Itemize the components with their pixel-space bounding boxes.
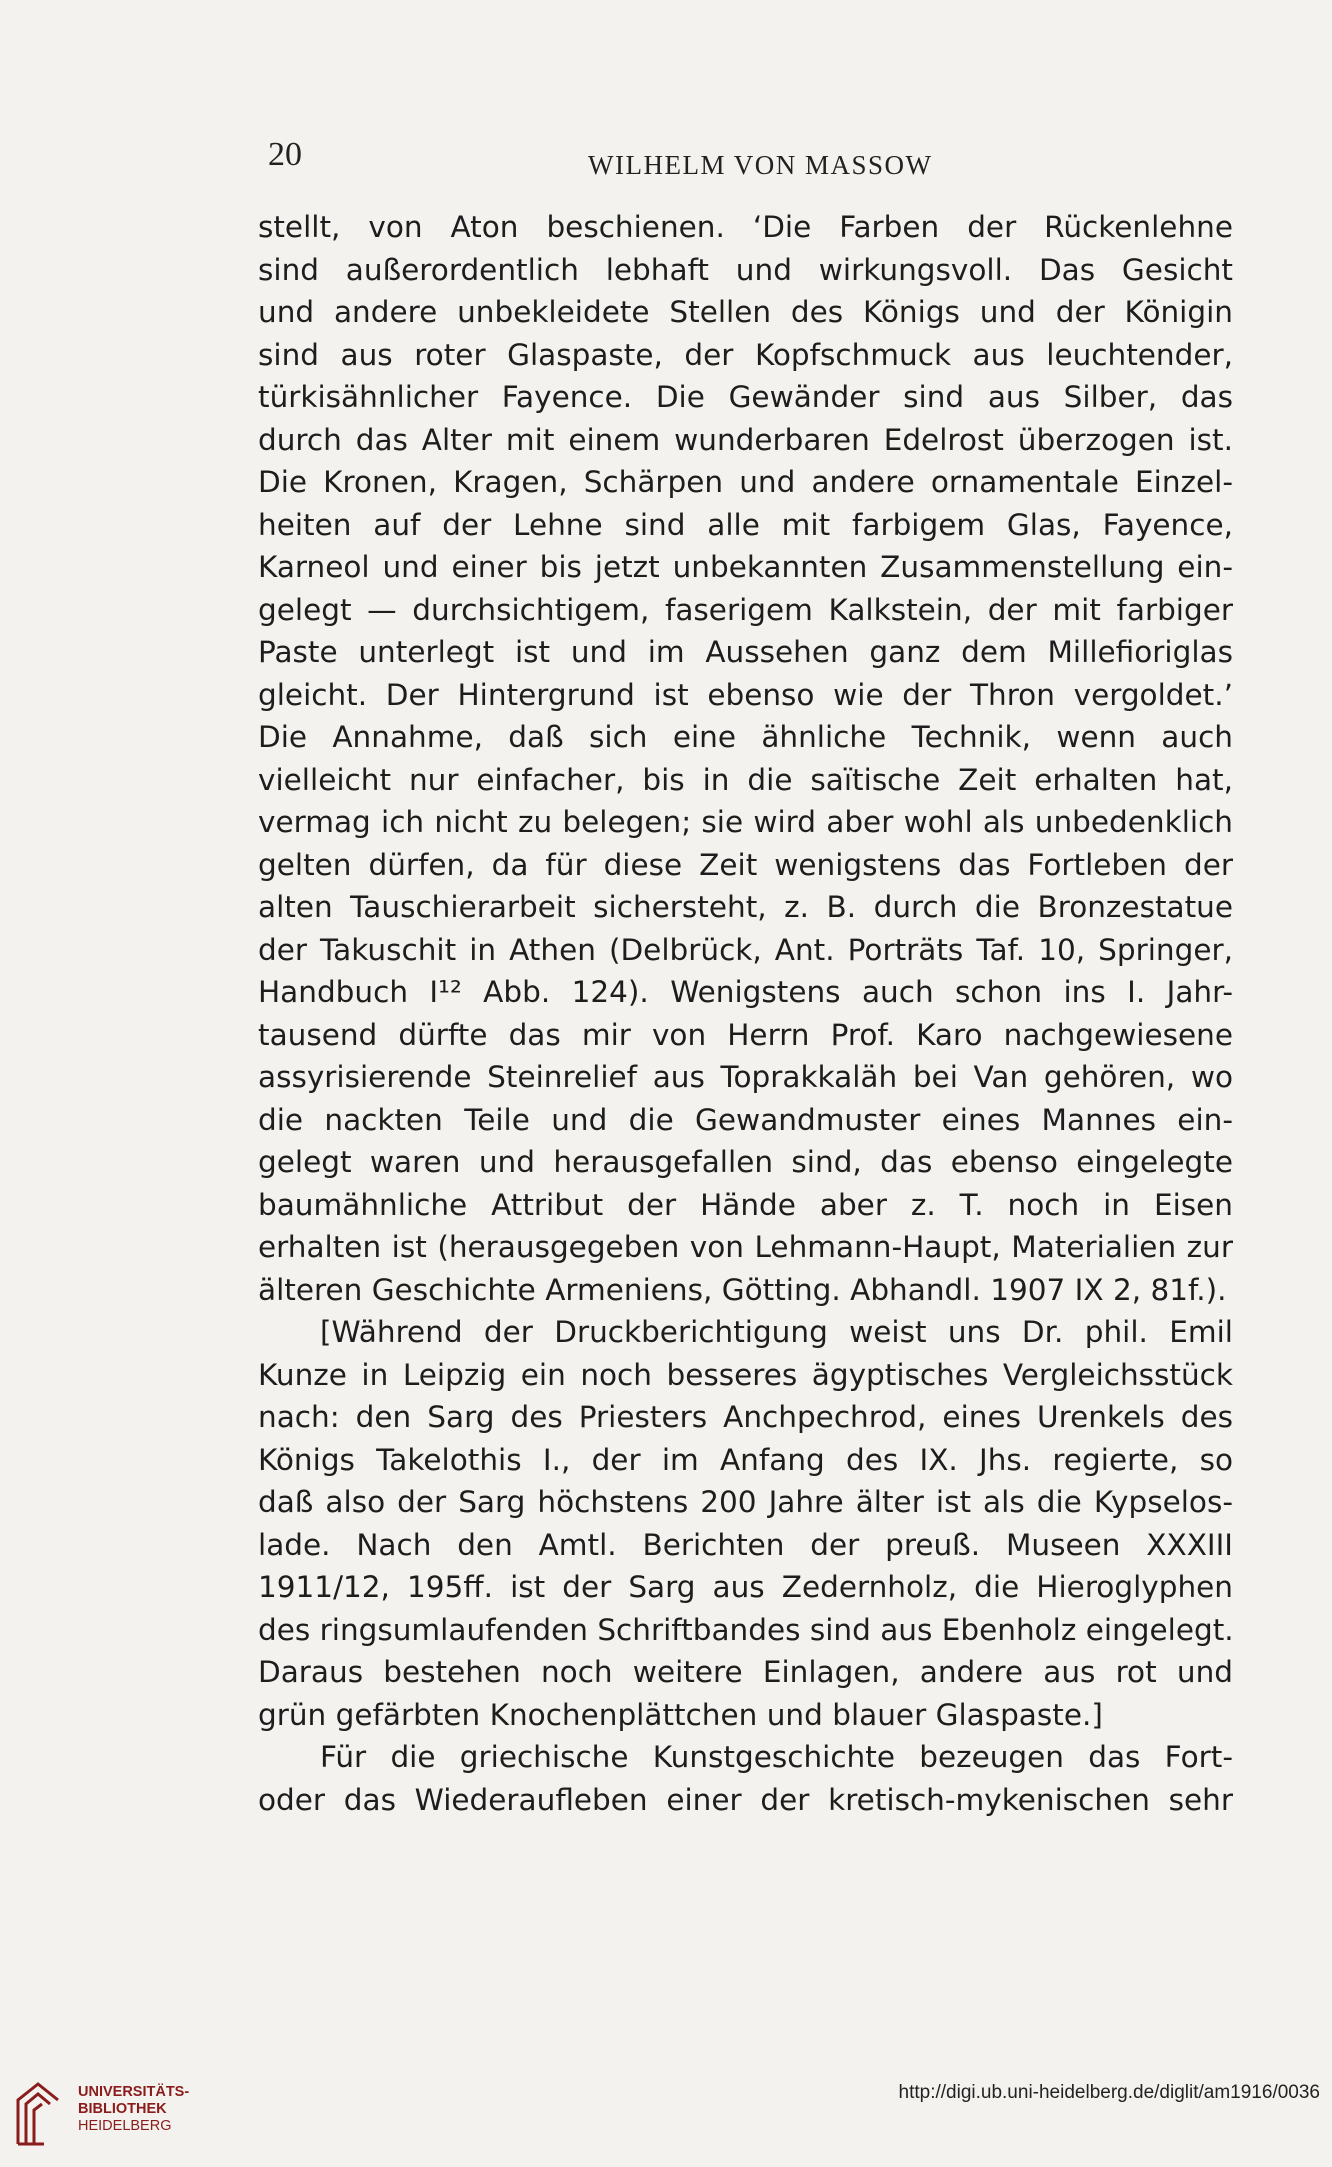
text-line: der Takuschit in Athen (Delbrück, Ant. Porträts Taf. 10, Springer, xyxy=(258,932,1233,967)
text-line: [Während der Druckberichtigung weist uns Dr. phil. Emil xyxy=(320,1315,1233,1349)
text-line: Handbuch I¹² Abb. 124). Wenigstens auch schon ins I. Jahr- xyxy=(258,975,1233,1009)
text-line: sind aus roter Glaspaste, der Kopfschmuck aus leuchtender, xyxy=(258,337,1233,372)
text-line: nach: den Sarg des Priesters Anchpechrod, eines Urenkels des xyxy=(258,1400,1233,1434)
text-line: Die Annahme, daß sich eine ähnliche Technik, wenn auch xyxy=(258,720,1233,754)
running-head: WILHELM VON MASSOW xyxy=(588,150,933,180)
text-line: oder das Wiederaufleben einer der kretisch-mykenischen sehr xyxy=(258,1782,1233,1817)
text-line: tausend dürfte das mir von Herrn Prof. Karo nachgewiesene xyxy=(258,1017,1233,1052)
text-line: erhalten ist (herausgegeben von Lehmann-Haupt, Materialien zur xyxy=(258,1230,1233,1264)
text-line: Karneol und einer bis jetzt unbekannten Zusammenstellung ein- xyxy=(258,550,1233,584)
text-line: Für die griechische Kunstgeschichte bezeugen das Fort- xyxy=(320,1740,1233,1774)
library-logo-icon xyxy=(14,2078,64,2148)
text-line: 1911/12, 195ff. ist der Sarg aus Zedernholz, die Hieroglyphen xyxy=(258,1570,1233,1604)
text-line: lade. Nach den Amtl. Berichten der preuß. Museen XXXIII xyxy=(258,1527,1233,1562)
text-line: gelten dürfen, da für diese Zeit wenigstens das Fortleben der xyxy=(258,847,1233,882)
footer xyxy=(0,2070,1332,2167)
text-line: und andere unbekleidete Stellen des Königs und der Königin xyxy=(258,295,1233,329)
text-line: türkisähnlicher Fayence. Die Gewänder sind aus Silber, das xyxy=(258,380,1233,414)
text-line: stellt, von Aton beschienen. ‘Die Farben der Rückenlehne xyxy=(258,210,1233,244)
text-line: Kunze in Leipzig ein noch besseres ägyptisches Vergleichsstück xyxy=(258,1357,1233,1392)
text-line: gelegt — durchsichtigem, faserigem Kalkstein, der mit farbiger xyxy=(258,592,1233,627)
library-name-line: BIBLIOTHEK xyxy=(78,2101,167,2117)
text-line: des ringsumlaufenden Schriftbandes sind aus Ebenholz eingelegt. xyxy=(258,1612,1234,1647)
library-name-line: HEIDELBERG xyxy=(78,2118,172,2134)
text-line: gelegt waren und herausgefallen sind, das ebenso eingelegte xyxy=(258,1145,1233,1179)
text-line: daß also der Sarg höchstens 200 Jahre älter ist als die Kypselos- xyxy=(258,1485,1233,1519)
text-line: baumähnliche Attribut der Hände aber z. T. noch in Eisen xyxy=(258,1187,1233,1222)
text-line: vermag ich nicht zu belegen; sie wird aber wohl als unbedenklich xyxy=(258,805,1233,839)
text-line: assyrisierende Steinrelief aus Toprakkaläh bei Van gehören, wo xyxy=(258,1060,1233,1094)
text-line: Daraus bestehen noch weitere Einlagen, andere aus rot und xyxy=(258,1655,1233,1689)
text-line: heiten auf der Lehne sind alle mit farbigem Glas, Fayence, xyxy=(258,507,1233,542)
page-number: 20 xyxy=(268,136,302,173)
text-line: Die Kronen, Kragen, Schärpen und andere ornamentale Einzel- xyxy=(258,465,1233,499)
text-line: Königs Takelothis I., der im Anfang des IX. Jhs. regierte, so xyxy=(258,1442,1233,1477)
body-text xyxy=(258,206,1233,1821)
text-line: grün gefärbten Knochenplättchen und blauer Glaspaste.] xyxy=(258,1697,1103,1732)
text-line: sind außerordentlich lebhaft und wirkungsvoll. Das Gesicht xyxy=(258,252,1233,287)
text-line: gleicht. Der Hintergrund ist ebenso wie der Thron vergoldet.’ xyxy=(258,677,1233,712)
text-line: die nackten Teile und die Gewandmuster eines Mannes ein- xyxy=(258,1102,1233,1137)
text-line: durch das Alter mit einem wunderbaren Edelrost überzogen ist. xyxy=(258,422,1233,457)
library-name xyxy=(78,2084,189,2135)
text-line: vielleicht nur einfacher, bis in die saïtische Zeit erhalten hat, xyxy=(258,762,1233,797)
library-name-line: UNIVERSITÄTS- xyxy=(78,2084,190,2100)
text-line: älteren Geschichte Armeniens, Götting. Abhandl. 1907 IX 2, 81f.). xyxy=(258,1272,1227,1307)
text-line: Paste unterlegt ist und im Aussehen ganz dem Millefioriglas xyxy=(258,635,1233,669)
text-line: alten Tauschierarbeit sichersteht, z. B. durch die Bronzestatue xyxy=(258,890,1233,924)
source-url[interactable]: http://digi.ub.uni-heidelberg.de/diglit/am1916/0036 xyxy=(898,2082,1320,2103)
